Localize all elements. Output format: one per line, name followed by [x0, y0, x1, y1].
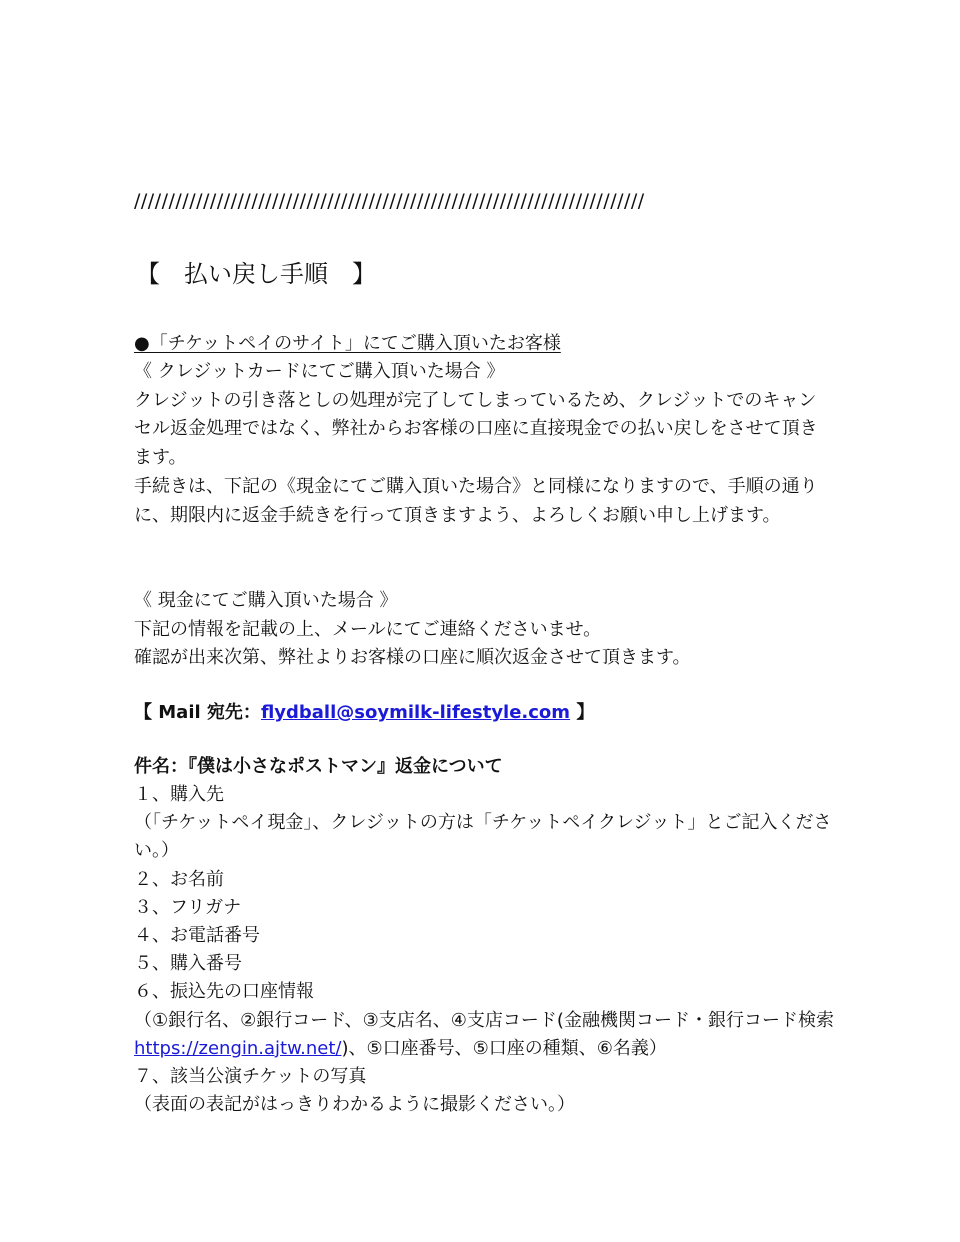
email-subject: 件名：『僕は小さなポストマン』返金について [134, 755, 503, 777]
zengin-link[interactable]: https://zengin.ajtw.net/ [134, 1037, 342, 1059]
credit-card-body: クレジットの引き落としの処理が完了してしまっているため、クレジットでのキャンセル返金処理ではなく、弊社からお客様の口座に直接現金での払い戻しをさせて頂きます。 [134, 389, 818, 469]
site-customers-title: ●「チケットペイのサイト」にてご購入頂いたお客様 [134, 333, 561, 354]
bank-info-note-start: （①銀行名、②銀行コード、③支店名、④支店コード(金融機関コード・銀行コード検索 [134, 1009, 834, 1031]
list-item-phone: ４、お電話番号 [134, 925, 260, 946]
credit-card-header: 《 クレジットカードにてご購入頂いた場合 》 [134, 361, 505, 382]
list-item-purchase-source: １、購入先 [134, 783, 224, 805]
slash-divider: ////////////////////////////////////////////////////////////////////////// [134, 190, 645, 212]
mail-prefix: 【 Mail 宛先： [134, 701, 261, 723]
list-item-furigana: ３、フリガナ [134, 896, 242, 918]
list-item-bank-info: ６、振込先の口座情報 [134, 981, 314, 1003]
list-item-name: ２、お名前 [134, 868, 224, 890]
procedure-note: 手続きは、下記の《現金にてご購入頂いた場合》と同様になりますので、手順の通りに、期限内に返金手続きを行って頂きますよう、よろしくお願い申し上げます。 [134, 475, 818, 526]
list-item-purchase-source-note: （「チケットペイ現金」、クレジットの方は「チケットペイクレジット」とご記入ください。） [134, 812, 832, 862]
list-item-ticket-photo-note: （表面の表記がはっきりわかるように撮影ください。） [134, 1094, 575, 1116]
mail-address-link[interactable]: flydball@soymilk-lifestyle.com [260, 701, 571, 723]
document-page [134, 186, 834, 1119]
mail-suffix: 】 [570, 701, 595, 723]
cash-instruction: 下記の情報を記載の上、メールにてご連絡くださいませ。 [134, 618, 602, 640]
page-title: 【 払い戻し手順 】 [136, 260, 376, 288]
cash-header: 《 現金にてご購入頂いた場合 》 [134, 590, 398, 612]
mail-destination [134, 699, 834, 727]
bank-info-note-end: )、⑤口座番号、⑤口座の種類、⑥名義） [341, 1037, 667, 1059]
cash-refund-note: 確認が出来次第、弊社よりお客様の口座に順次返金させて頂きます。 [134, 647, 691, 669]
list-item-bank-info-note [134, 1007, 834, 1063]
list-item-purchase-number: ５、購入番号 [134, 953, 242, 975]
list-item-ticket-photo: ７、該当公演チケットの写真 [134, 1066, 367, 1088]
